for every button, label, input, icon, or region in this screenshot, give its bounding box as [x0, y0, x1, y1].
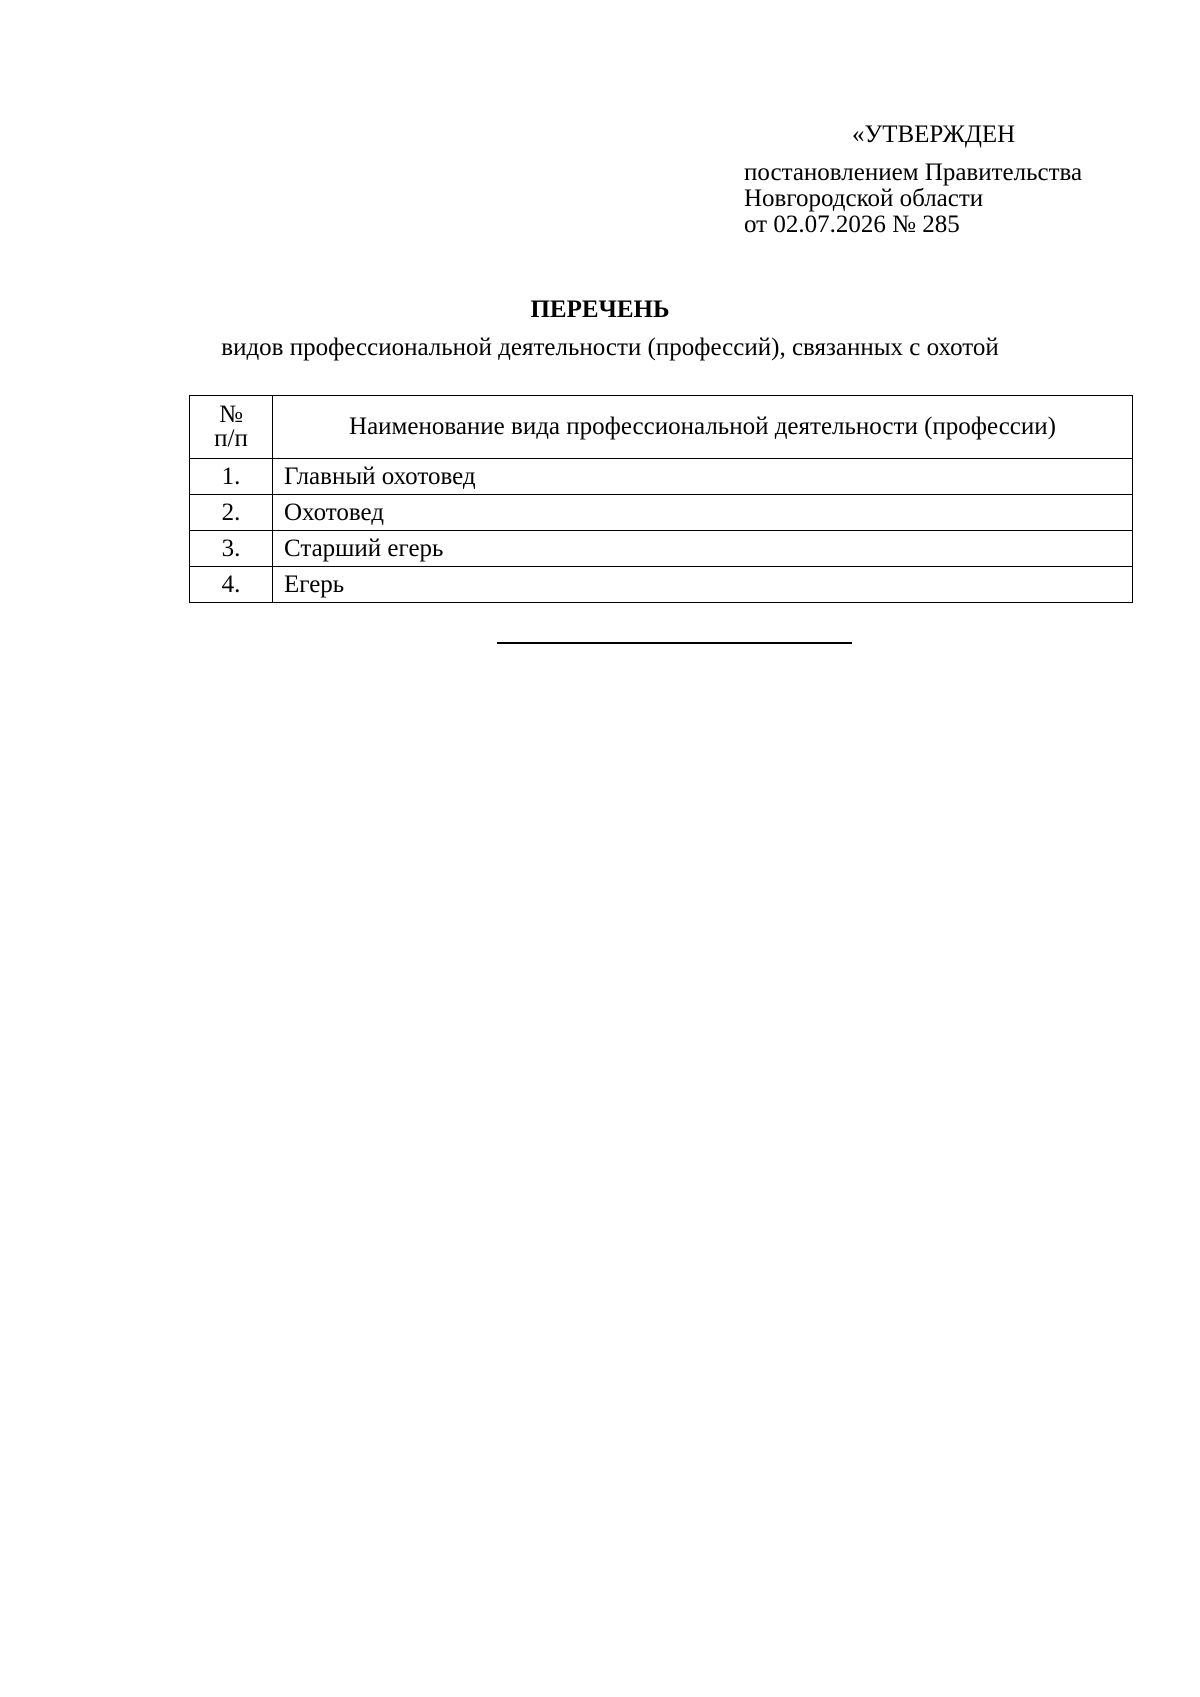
table-row: [190, 495, 1133, 531]
row-profession: Старший егерь: [273, 531, 1133, 567]
header-name-cell: Наименование вида профессиональной деятельности (профессии): [273, 396, 1133, 459]
professions-table: [189, 395, 1133, 603]
closing-divider-line: [497, 642, 852, 644]
document-subtitle: видов профессиональной деятельности (профессий), связанных с охотой: [221, 334, 999, 361]
table-header-row: [190, 396, 1133, 459]
approval-line-resolution: постановлением Правительства: [744, 159, 1083, 186]
table-row: [190, 567, 1133, 603]
table-row: [190, 531, 1133, 567]
row-number: 3.: [190, 531, 273, 567]
approval-line-date-number: от 02.07.2026 № 285: [744, 211, 960, 238]
approval-block: [744, 120, 1164, 238]
document-title: ПЕРЕЧЕНЬ: [530, 296, 670, 323]
table-row: [190, 459, 1133, 495]
approval-line-region: Новгородской области: [744, 185, 984, 212]
row-number: 2.: [190, 495, 273, 531]
approved-label: «УТВЕРЖДЕН: [852, 121, 1016, 148]
row-profession: Главный охотовед: [273, 459, 1133, 495]
header-number-abbrev: п/п: [214, 425, 248, 452]
header-number-cell: [190, 396, 273, 459]
row-number: 1.: [190, 459, 273, 495]
row-number: 4.: [190, 567, 273, 603]
row-profession: Егерь: [273, 567, 1133, 603]
row-profession: Охотовед: [273, 495, 1133, 531]
header-number-sign: №: [219, 401, 243, 428]
